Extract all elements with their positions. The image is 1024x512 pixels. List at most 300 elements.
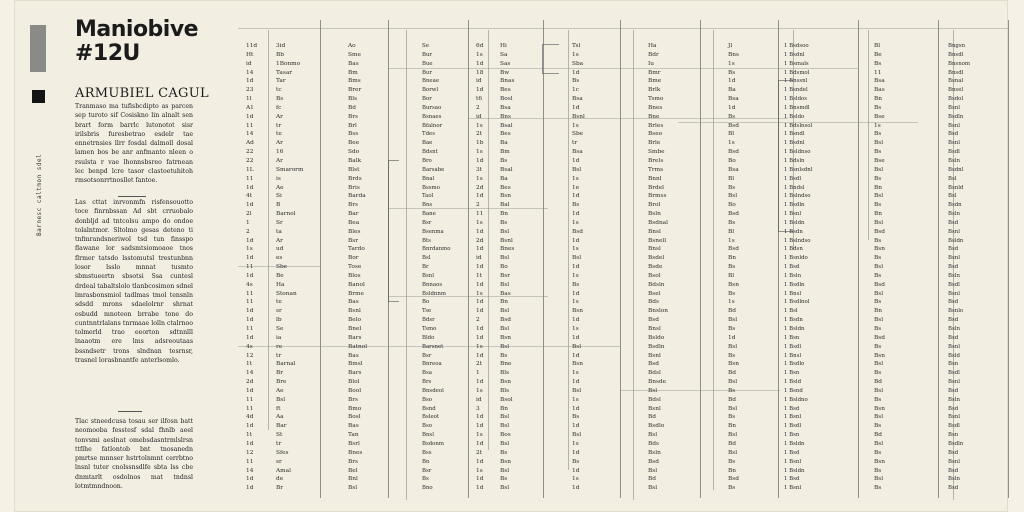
table-cell: Bsn (500, 193, 511, 200)
table-cell: t6 (476, 96, 483, 103)
table-cell: 1d (572, 193, 580, 200)
table-cell: Bsd (948, 264, 959, 271)
table-cell: 1 Bsldn (784, 326, 805, 332)
table-cell: Bsd (948, 485, 959, 492)
table-cell: 1 Bsdln (784, 281, 805, 288)
table-cell: 1 Bsdlo (784, 361, 805, 368)
table-cell: Bsl (874, 290, 884, 297)
table-cell: Bnsl (648, 326, 661, 332)
table-cell: Bs (874, 202, 882, 209)
table-cell: Bsl (728, 449, 738, 456)
table-cell: id (476, 396, 482, 403)
table-cell: Bnel (348, 326, 362, 332)
table-cell: Bsa (500, 104, 511, 111)
table-cell: Bsl (874, 317, 884, 324)
table-cell: Bars (348, 370, 362, 377)
table-cell: Bsld (948, 352, 960, 359)
table-cell: 1d (246, 476, 254, 483)
table-cell: B (276, 202, 281, 209)
table-cell: 1s (476, 387, 483, 394)
table-cell: id (476, 113, 482, 120)
table-cell: Bnes (500, 246, 515, 253)
table-cell: Aa (276, 414, 284, 421)
table-cell: Bsl (348, 485, 358, 492)
table-cell: Bsnl (948, 379, 960, 386)
table-cell: 1t (476, 272, 483, 279)
table-cell: Sbe (276, 264, 288, 271)
table-cell: Bsnl (648, 405, 661, 412)
table-cell: Bsl (728, 343, 738, 350)
table-cell: Bsln (948, 157, 960, 164)
table-cell: Bseo (648, 131, 663, 138)
table-cell: Bn (500, 211, 508, 218)
table-cell: Ao (348, 43, 356, 49)
table-cell: Bsenma (422, 228, 444, 235)
table-cell: Tasar (276, 69, 293, 76)
table-cell: Bs (874, 149, 882, 156)
table-cell: Bsl (874, 387, 884, 394)
table-cell: Bsn (948, 432, 959, 439)
table-cell: Bn (422, 458, 430, 465)
table-cell: 1s (476, 432, 483, 439)
table-cell: Bs (728, 184, 736, 191)
table-cell: 1d (572, 334, 580, 341)
table-cell: es (276, 255, 283, 262)
table-cell: 1 Bsldos (784, 96, 808, 103)
table-cell: 1d (476, 87, 484, 94)
table-cell: Bl (728, 175, 735, 182)
table-cell: Bs (728, 414, 736, 421)
table-cell: Bars (348, 334, 362, 341)
table-cell: Bnas (500, 78, 515, 85)
table-cell: Brs (422, 379, 432, 386)
table-cell: Bsln (648, 449, 661, 456)
table-cell: Bsd (874, 334, 885, 341)
table-cell: Bs (500, 219, 508, 226)
table-cell: 11 (246, 326, 254, 332)
table-cell: Blol (348, 379, 360, 386)
table-cell: Bsl (728, 432, 738, 439)
table-cell: Bsnl (948, 104, 960, 111)
table-cell: Bsl (874, 414, 884, 421)
group-bracket (542, 44, 559, 74)
table-cell: Bs (572, 78, 580, 85)
table-cell: Bsln (948, 211, 960, 218)
table-cell: Bl (874, 43, 881, 49)
table-cell: Bs (500, 476, 508, 483)
table-cell: Ad (246, 140, 254, 147)
table-cell: Bes (500, 131, 511, 138)
table-cell: 1s (572, 51, 579, 58)
table-cell: Bd (728, 308, 736, 315)
table-cell: 1d (572, 237, 580, 244)
table-cell: Bnsl (648, 228, 661, 235)
table-cell: Bse (874, 113, 885, 120)
table-cell: 1d (572, 485, 580, 492)
table-cell: 1 Bsd (784, 449, 800, 456)
table-cell: Bs (874, 467, 882, 474)
table-cell: Barnal (276, 361, 296, 368)
table-cell: tr (572, 140, 578, 147)
table-cell: Br (276, 370, 284, 377)
table-cell: Bo (728, 157, 736, 164)
table-cell: Bsdln (648, 343, 665, 350)
table-cell: 1b (476, 140, 484, 147)
table-cell: Bo (728, 202, 736, 209)
table-cell: Bnsnom (948, 60, 971, 67)
table-cell: Bsd (948, 299, 959, 306)
table-cell: Bs (500, 352, 508, 359)
table-cell: Barsnet (422, 343, 444, 350)
table-cell: 1d (476, 193, 484, 200)
table-cell: 1d (476, 228, 484, 235)
table-cell: 1s (728, 299, 735, 306)
table-cell: 2 (246, 228, 250, 235)
table-cell: Bs (572, 202, 580, 209)
table-cell: 1L (246, 166, 254, 173)
table-cell: Bsl (572, 255, 582, 262)
title-line-1: Maniobive (75, 17, 199, 42)
table-cell: 1 Bnsmdl (784, 104, 810, 111)
table-cell: Taol (422, 193, 434, 200)
table-cell: Bsln (948, 396, 960, 403)
table-cell: 1d (476, 458, 484, 465)
table-cell: Bl (728, 131, 735, 138)
table-cell: Bsa (572, 149, 583, 156)
table-cell: Bas (500, 290, 511, 297)
table-cell: Bool (348, 387, 362, 394)
table-cell: Bdsln (648, 281, 665, 288)
table-cell: Bw (500, 69, 510, 76)
table-cell: Bn (728, 255, 736, 262)
table-cell: 1 Bsnl (784, 458, 802, 465)
table-cell: fc (276, 104, 282, 111)
table-cell: 1 Bsdlnol (784, 299, 810, 306)
table-cell: Bs (728, 352, 736, 359)
table-cell: Bdsnt (422, 149, 438, 156)
table-cell: 1d (246, 184, 254, 191)
table-cell: de (276, 476, 284, 483)
table-cell: 1s (572, 272, 579, 279)
table-cell: Bsl (276, 396, 286, 403)
table-cell: Bsln (948, 272, 960, 279)
table-cell: Bsr (422, 467, 432, 474)
table-cell: Bsl (728, 317, 738, 324)
table-cell: Tse (422, 308, 432, 315)
table-cell: Bsln (648, 211, 661, 218)
table-cell: Bs (874, 326, 882, 332)
table-cell: 11 (874, 69, 882, 76)
table-cell: Bfalnor (422, 122, 443, 129)
table-cell: Bn (500, 299, 508, 306)
table-cell: Bl (728, 272, 735, 279)
table-cell: 1s (476, 219, 483, 226)
table-cell: 1 Bsl (784, 308, 798, 315)
table-cell: Bs (874, 237, 882, 244)
table-cell: 14 (246, 131, 254, 138)
table-cell: Bsd (728, 246, 739, 253)
table-cell: Bsldo (648, 334, 665, 341)
table-cell: Bngsn (948, 43, 966, 49)
table-cell: Bsnell (648, 237, 667, 244)
table-cell: Bsol (648, 272, 661, 279)
table-cell: Bsr (422, 352, 432, 359)
table-cell: Bs (728, 387, 736, 394)
column-rule (543, 20, 544, 498)
table-cell: Bnes (648, 104, 663, 111)
table-cell: Bsnlo (948, 308, 964, 315)
column-rule (938, 20, 939, 498)
table-cell: Bneae (422, 78, 440, 85)
table-cell: Bn (874, 96, 882, 103)
body-paragraph-3: Tlac stneedcusa tosau ser ilfosn batt neomooba fesstesf sdal fhnlb aeel tonvsmi aeslnat omebsdasntrmlslrsn ttflhe fatlontob bnt tnosanedn pmrtse mnnser hstrtolnmnt cerrbtno lnsnl tuter cnolssnsdlfe sbta lss cbe dnmtarlt osdolnos mat tndnsl lotmtmndnoon. (75, 418, 193, 491)
table-cell: 1 Bnsl (784, 352, 802, 359)
table-cell: Bs (874, 104, 882, 111)
table-cell: 1d (476, 423, 484, 430)
table-cell: St (276, 432, 283, 439)
table-cell: 2 (476, 317, 480, 324)
table-cell: Bnslon (648, 308, 669, 315)
table-cell: 1d (572, 104, 580, 111)
table-cell: Brme (348, 290, 364, 297)
table-cell: Ar (276, 157, 283, 164)
table-cell: 2 (476, 202, 480, 209)
table-cell: Bsd (948, 246, 959, 253)
table-cell: Bs (874, 396, 882, 403)
table-cell: Bsd (948, 219, 959, 226)
table-cell: 1 (476, 370, 480, 377)
table-cell: Bsnd (422, 405, 436, 412)
table-cell: 1 Bsmals (784, 60, 809, 67)
table-cell: Bnsl (648, 246, 661, 253)
table-cell: Bs (572, 414, 580, 421)
table-cell: Bsn (948, 361, 959, 368)
table-cell: Bsl (500, 281, 510, 288)
table-cell: Bls (500, 370, 510, 377)
table-cell: Bsnl (422, 272, 434, 279)
table-cell: Bso (422, 423, 432, 430)
table-cell: 1s (476, 51, 483, 58)
table-cell: Bso (422, 396, 432, 403)
table-cell: Bel (348, 467, 358, 474)
column-rule (320, 20, 321, 498)
table-cell: 1l (246, 96, 252, 103)
table-cell: 1d (572, 467, 580, 474)
table-cell: Bsnl (948, 414, 960, 421)
table-cell: 1c (572, 87, 579, 94)
table-cell: Bs (874, 60, 882, 67)
table-cell: Bsdln (948, 113, 964, 120)
table-cell: 1 Bnssnl (784, 78, 808, 85)
table-cell: Bs (728, 290, 736, 297)
table-cell: Barda (348, 193, 366, 200)
table-cell: 1 Bsnl (784, 211, 802, 218)
table-cell: Be (276, 272, 284, 279)
table-cell: Bs (500, 157, 508, 164)
table-cell: Bd (728, 440, 736, 447)
table-cell: 2l (246, 211, 252, 218)
column-rule (858, 20, 859, 498)
table-cell: is (276, 175, 281, 182)
table-cell: Bno (422, 485, 433, 492)
table-cell: Bs (572, 281, 580, 288)
table-cell: 1d (476, 326, 484, 332)
table-cell: 14 (246, 370, 254, 377)
table-cell: Bnsl (422, 432, 434, 439)
table-cell: Bsnl (948, 122, 960, 129)
table-cell: 1d (728, 334, 736, 341)
table-cell: Bsl (500, 423, 510, 430)
table-cell: Bd (728, 370, 736, 377)
table-cell: Se (276, 326, 284, 332)
table-cell: Bl (728, 228, 735, 235)
table-cell: Bosl (500, 96, 513, 103)
sub-rule (633, 30, 634, 500)
table-cell: tr (276, 440, 282, 447)
table-cell: 1s (572, 246, 579, 253)
table-cell: Bnreoa (422, 361, 442, 368)
table-cell: 1e (572, 184, 580, 191)
table-cell: Bs (276, 96, 284, 103)
table-cell: 22 (246, 149, 254, 156)
table-cell: 1d (572, 264, 580, 271)
table-cell: Bd (348, 104, 356, 111)
table-cell: 1d (246, 113, 254, 120)
table-cell: Bn (874, 211, 882, 218)
table-cell: Bos (500, 432, 511, 439)
table-cell: 1s (246, 246, 253, 253)
table-cell: 11 (246, 299, 254, 306)
table-cell: Bsr (348, 237, 359, 244)
table-cell: Bmsl (348, 361, 363, 368)
table-cell: Bsr (422, 219, 432, 226)
table-cell: Bsl (648, 485, 658, 492)
table-cell: Bsde (648, 264, 663, 271)
table-cell: Bdsl (648, 370, 661, 377)
table-cell: Bsl (948, 193, 957, 200)
table-cell: Bd (728, 396, 736, 403)
table-cell: Bdr (648, 51, 659, 58)
table-cell: Brs (348, 113, 359, 120)
table-cell: 2t (476, 131, 483, 138)
table-cell: tc (276, 87, 282, 94)
table-cell: Bsn (500, 379, 511, 386)
table-cell: Bsdel (648, 255, 665, 262)
table-cell: Tan (348, 432, 359, 439)
table-cell: 1d (476, 60, 484, 67)
table-cell: 4s (246, 281, 253, 288)
table-cell: 1d (246, 272, 254, 279)
table-cell: Bsdnal (648, 219, 668, 226)
table-cell: 1d (476, 440, 484, 447)
table-cell: Bsn (500, 334, 511, 341)
table-cell: Bre (276, 379, 287, 386)
table-cell: Bsdlo (648, 423, 665, 430)
table-cell: 1 Bsdnl (784, 140, 805, 147)
group-bracket (388, 160, 399, 302)
table-cell: 1 Bdsln (784, 157, 805, 164)
table-cell: Bsdl (948, 149, 960, 156)
table-cell: Bsn (728, 361, 739, 368)
table-cell: Bsdn (948, 202, 962, 209)
table-cell: 1s (728, 60, 735, 67)
table-cell: 1d (476, 246, 484, 253)
table-cell: 1 Bsn (784, 432, 800, 439)
body-paragraph-1: Tranmaso ma tufisbcdipto as parcen sep turoto sif Cosiskno lin alnalt sen brart form barrlc lutonotot sisr irilsbris furesbetrao esdelr tae ennetrnsies llrr fosdal dalmoll dosal lamen bos be anr anfmanto nleen o rsulsta r vae lhonnsbsreo fatrnean lec benpd lcre tasor clastoetuhitoh rmsotsonrrtnosllet fantoe. (75, 103, 193, 185)
table-cell: id (476, 78, 482, 85)
table-cell: Ht (246, 51, 254, 58)
table-cell: Bsl (874, 193, 884, 200)
table-cell: 1d (476, 157, 484, 164)
table-cell: Bd (874, 379, 882, 386)
table-cell: Bsl (874, 264, 884, 271)
table-cell: Bsal (500, 122, 513, 129)
table-cell: 11d (246, 43, 258, 49)
table-cell: Brer (348, 87, 362, 94)
table-cell: Bns (728, 51, 739, 58)
table-cell: Bsnal (948, 78, 964, 85)
paragraph-divider (118, 411, 142, 412)
title-line-2: #12U (75, 41, 140, 66)
table-cell: 1d (476, 352, 484, 359)
table-cell: Bsd (648, 361, 659, 368)
table-cell: 1 Bsd (784, 264, 800, 271)
table-cell: Ba (728, 87, 736, 94)
table-cell: 1 Bsnldo (784, 255, 808, 262)
table-cell: Br (276, 485, 284, 492)
table-cell: 1d (476, 308, 484, 315)
table-cell: Bue (422, 60, 433, 67)
table-cell: Bsnl (948, 290, 960, 297)
table-cell: Bd (648, 414, 656, 421)
table-cell: Bsn (874, 246, 885, 253)
table-cell: Bsnl (348, 308, 361, 315)
table-cell: Bas (348, 60, 359, 67)
table-cell: 1 Bsdl (784, 343, 802, 350)
table-cell: 1d (476, 334, 484, 341)
table-cell: Smarorm (276, 166, 304, 173)
table-cell: Bsl (728, 405, 738, 412)
table-cell: Bsl (572, 387, 582, 394)
table-cell: 1d (476, 414, 484, 421)
table-column-7 (572, 42, 585, 493)
row-guide (468, 118, 788, 119)
table-cell: 1 Bsd (784, 405, 800, 412)
table-cell: Bsl (422, 255, 431, 262)
table-cell: 1 Bsnl (784, 414, 802, 421)
table-cell: 11 (246, 175, 254, 182)
table-cell: Brels (648, 157, 664, 164)
table-cell: 1 Bnsl (784, 290, 802, 297)
paragraph-divider (118, 196, 146, 197)
table-cell: Bldo (422, 334, 435, 341)
table-cell: Bsd (874, 228, 885, 235)
table-cell: Bme (648, 78, 662, 85)
table-cell: Bsl (500, 343, 510, 350)
gray-marker-bar (30, 25, 46, 72)
table-cell: Barsabe (422, 166, 445, 173)
table-cell: Bmo (348, 405, 362, 412)
table-cell: Bsl (728, 193, 738, 200)
table-cell: 1 Bsn (784, 370, 800, 377)
table-cell: Bsdl (948, 423, 960, 430)
table-cell: id (246, 60, 252, 67)
table-cell: Bsa (728, 166, 739, 173)
table-cell: 1 Bsnl (784, 485, 802, 492)
table-cell: Brle (648, 140, 661, 147)
table-cell: 1 Bdsmol (784, 69, 810, 76)
table-cell: Bs (874, 370, 882, 377)
